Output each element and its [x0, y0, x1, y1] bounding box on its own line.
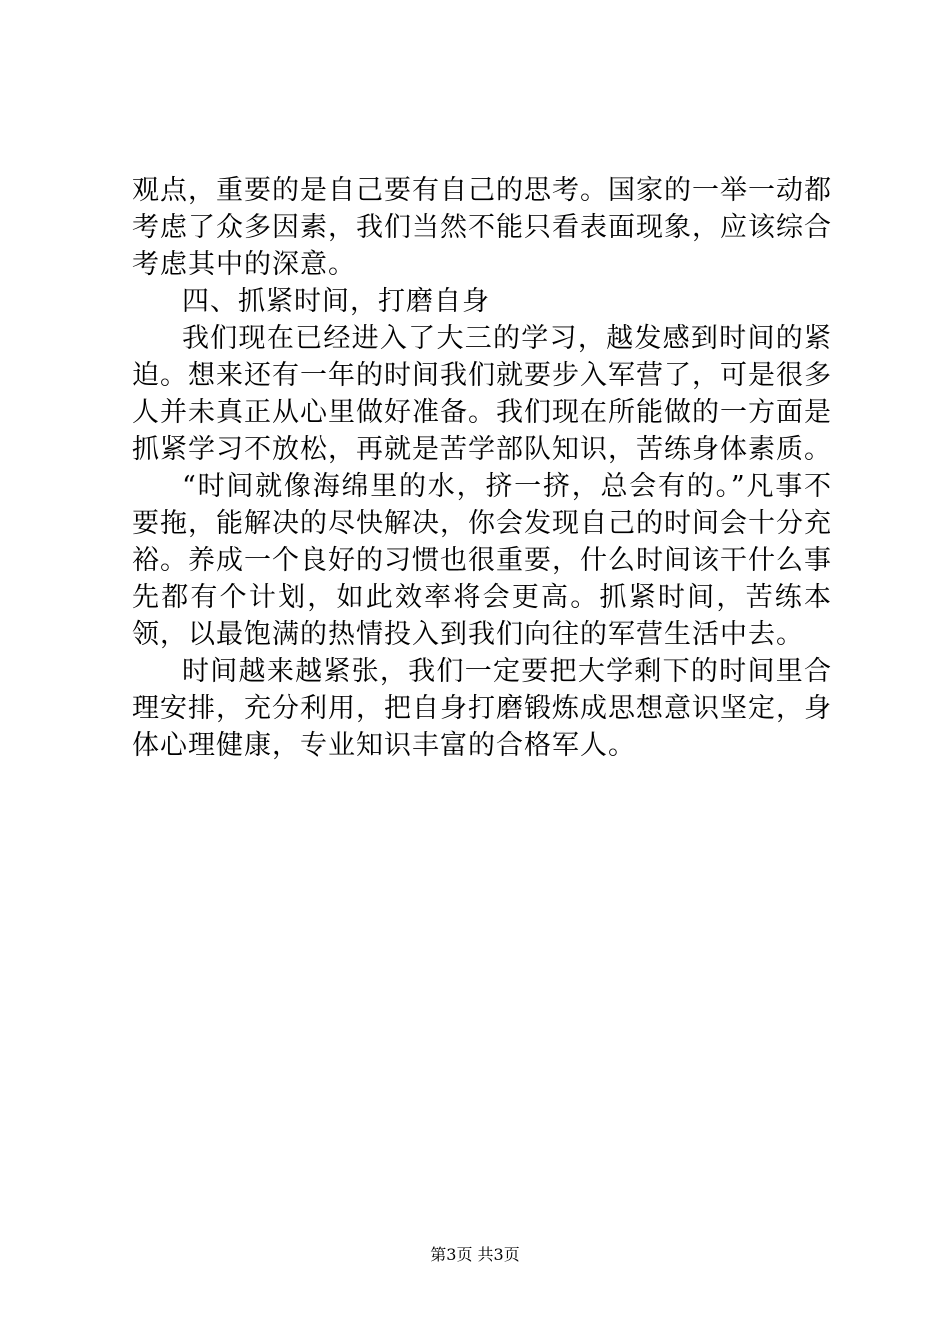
paragraph: 时间越来越紧张，我们一定要把大学剩下的时间里合理安排，充分利用，把自身打磨锻炼成思想意识坚定，身体心理健康，专业知识丰富的合格军人。 [132, 656, 832, 761]
paragraph-continuation: 观点，重要的是自己要有自己的思考。国家的一举一动都考虑了众多因素，我们当然不能只看表面现象，应该综合考虑其中的深意。 [132, 175, 832, 280]
paragraph: “时间就像海绵里的水，挤一挤，总会有的。”凡事不要拖，能解决的尽快解决，你会发现自己的时间会十分充裕。养成一个良好的习惯也很重要，什么时间该干什么事先都有个计划，如此效率将会更高。抓紧时间，苦练本领，以最饱满的热情投入到我们向往的军营生活中去。 [132, 471, 832, 650]
section-heading: 四、抓紧时间，打磨自身 [182, 286, 490, 317]
document-body [132, 172, 832, 764]
paragraph: 我们现在已经进入了大三的学习，越发感到时间的紧迫。想来还有一年的时间我们就要步入军营了，可是很多人并未真正从心里做好准备。我们现在所能做的一方面是抓紧学习不放松，再就是苦学部队知识，苦练身体素质。 [132, 323, 832, 465]
page-footer: 第3页 共3页 [430, 1245, 520, 1264]
